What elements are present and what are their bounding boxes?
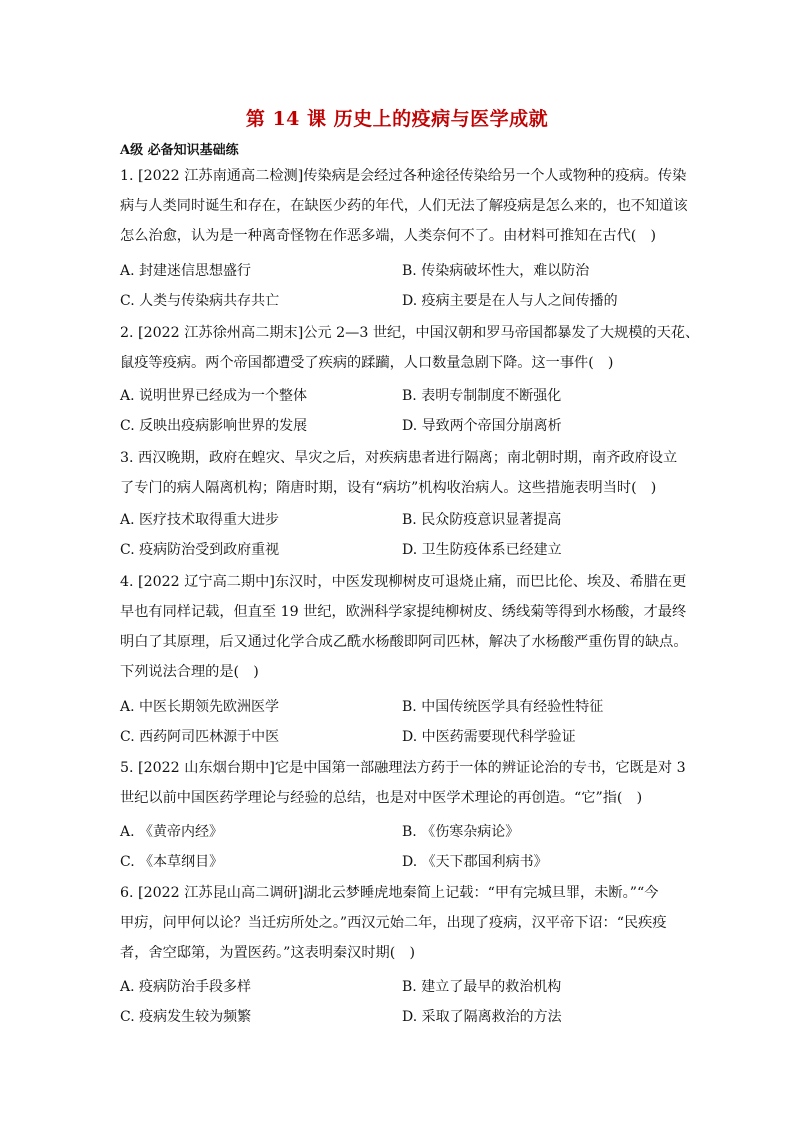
option-b[interactable]: B. 民众防疫意识显著提高 [402, 512, 562, 528]
question-line: 了专门的病人隔离机构；隋唐时期，设有“病坊”机构收治病人。这些措施表明当时( ) [120, 480, 657, 496]
question-line: 者，舍空邸第，为置医药。”这表明秦汉时期( ) [120, 945, 415, 961]
option-c[interactable]: C. 疫病发生较为频繁 [120, 1009, 252, 1025]
option-b[interactable]: B. 《伤寒杂病论》 [402, 824, 520, 840]
option-b[interactable]: B. 建立了最早的救治机构 [402, 979, 562, 995]
option-b[interactable]: B. 中国传统医学具有经验性特征 [402, 699, 604, 715]
question-line: 病与人类同时诞生和存在，在缺医少药的年代，人们无法了解疫病是怎么来的，也不知道该 [120, 198, 688, 214]
option-c[interactable]: C. 人类与传染病共存共亡 [120, 293, 280, 309]
option-c[interactable]: C. 西药阿司匹林源于中医 [120, 729, 280, 745]
option-d[interactable]: D. 采取了隔离救治的方法 [402, 1009, 562, 1025]
option-a[interactable]: A. 封建迷信思想盛行 [120, 263, 252, 279]
option-d[interactable]: D. 中医药需要现代科学验证 [402, 729, 576, 745]
option-a[interactable]: A. 医疗技术取得重大进步 [120, 512, 280, 528]
question-3-stem [120, 443, 680, 503]
question-1-stem [120, 161, 688, 251]
lesson-title: 第 14 课 历史上的疫病与医学成就 [245, 108, 549, 130]
question-4-stem [120, 567, 688, 687]
question-line: 3. 西汉晚期，政府在蝗灾、旱灾之后，对疾病患者进行隔离；南北朝时期，南齐政府设立 [120, 450, 678, 466]
question-line: 4. [2022 辽宁高二期中]东汉时，中医发现柳树皮可退烧止痛，而巴比伦、埃及、希腊在更 [120, 574, 687, 590]
question-line: 1. [2022 江苏南通高二检测]传染病是会经过各种途径传染给另一个人或物种的疫病。传染 [120, 168, 687, 184]
option-d[interactable]: D. 《天下郡国利病书》 [402, 854, 548, 870]
question-line: 明白了其原理，后又通过化学合成乙酰水杨酸即阿司匹林，解决了水杨酸严重伤胃的缺点。 [120, 634, 688, 650]
option-d[interactable]: D. 疫病主要是在人与人之间传播的 [402, 293, 618, 309]
option-d[interactable]: D. 导致两个帝国分崩离析 [402, 418, 562, 434]
question-line: 2. [2022 江苏徐州高二期末]公元 2—3 世纪，中国汉朝和罗马帝国都暴发了大规模的天花、 [120, 325, 700, 341]
option-c[interactable]: C. 《本草纲目》 [120, 854, 224, 870]
question-line: 下列说法合理的是( ) [120, 664, 259, 680]
option-b[interactable]: B. 表明专制制度不断强化 [402, 388, 562, 404]
question-line: 早也有同样记载，但直至 19 世纪，欧洲科学家提纯柳树皮、绣线菊等得到水杨酸，才最终 [120, 604, 687, 620]
question-line: 鼠疫等疫病。两个帝国都遭受了疾病的蹂躏，人口数量急剧下降。这一事件( ) [120, 355, 614, 371]
question-6-stem [120, 878, 680, 968]
option-d[interactable]: D. 卫生防疫体系已经建立 [402, 542, 562, 558]
question-line: 怎么治愈，认为是一种离奇怪物在作恶多端，人类奈何不了。由材料可推知在古代( ) [120, 228, 657, 244]
option-b[interactable]: B. 传染病破坏性大，难以防治 [402, 263, 590, 279]
option-a[interactable]: A. 中医长期领先欧洲医学 [120, 699, 280, 715]
option-a[interactable]: A. 疫病防治手段多样 [120, 979, 252, 995]
option-a[interactable]: A. 《黄帝内经》 [120, 824, 224, 840]
question-line: 6. [2022 江苏昆山高二调研]湖北云梦睡虎地秦简上记载：“甲有完城旦罪，未断。”“今 [120, 885, 659, 901]
option-c[interactable]: C. 疫病防治受到政府重视 [120, 542, 280, 558]
question-5-stem [120, 753, 686, 813]
question-line: 世纪以前中国医药学理论与经验的总结，也是对中医学术理论的再创造。“它”指( ) [120, 790, 643, 806]
question-line: 5. [2022 山东烟台期中]它是中国第一部融理法方药于一体的辨证论治的专书，它既是对 3 [120, 760, 686, 776]
question-2-stem [120, 318, 700, 378]
question-line: 甲疠，问甲何以论？当迁疠所处之。”西汉元始二年，出现了疫病，汉平帝下诏：“民疾疫 [120, 915, 667, 931]
option-c[interactable]: C. 反映出疫病影响世界的发展 [120, 418, 308, 434]
section-label: A级 必备知识基础练 [120, 143, 239, 158]
option-a[interactable]: A. 说明世界已经成为一个整体 [120, 388, 308, 404]
